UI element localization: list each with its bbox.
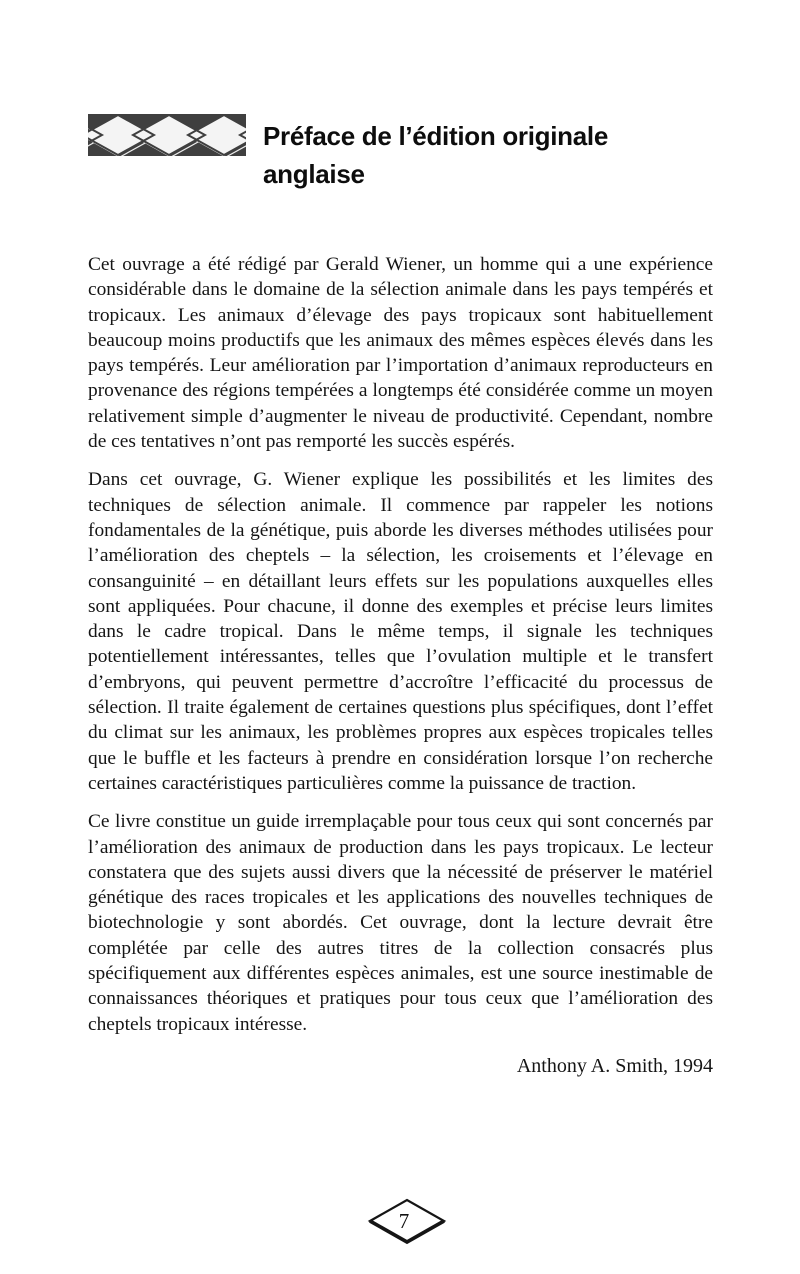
paragraph-1: Cet ouvrage a été rédigé par Gerald Wiener, un homme qui a une expérience considérable dans le domaine de la sélection animale dans les pays tempérés et tropicaux. Les animaux d’élevage des pays tropicaux sont habituellement beaucoup moins productifs que les animaux des mêmes espèces élevés dans les pays tempérés. Leur amélioration par l’importation d’animaux reproducteurs en provenance des régions tempérées a longtemps été considérée comme un moyen relativement simple d’augmenter le niveau de productivité. Cependant, nombre de ces tentatives n’ont pas remporté les succès espérés. <box>88 254 713 453</box>
page-number: 7 <box>398 1209 410 1233</box>
preface-body <box>88 252 713 1037</box>
paragraph-2: Dans cet ouvrage, G. Wiener explique les possibilités et les limites des techniques de sélection animale. Il commence par rappeler les notions fondamentales de la génétique, puis aborde les diverses méthodes utilisées pour l’amélioration des cheptels – la sélection, les croisements et l’élevage en consanguinité – en détaillant leurs effets sur les populations auxquelles elles sont appliquées. Pour chacune, il donne des exemples et précise leurs limites dans le cadre tropical. Dans le même temps, il signale les techniques potentiellement intéressantes, telles que l’ovulation multiple et le transfert d’embryons, qui peuvent permettre d’accroître l’efficacité du processus de sélection. Il traite également de certaines questions plus spécifiques, dont l’effet du climat sur les animaux, les problèmes propres aux espèces tropicales telles que le buffle et les facteurs à prendre en considération lorsque l’on recherche certaines caractéristiques particulières comme la puissance de traction. <box>88 469 713 794</box>
chapter-header <box>88 114 713 193</box>
page-title: Préface de l’édition originale anglaise <box>263 121 608 189</box>
page-number-ornament <box>366 1197 448 1245</box>
argyle-diamond-band-icon <box>88 114 246 156</box>
paragraph-3: Ce livre constitue un guide irremplaçable pour tous ceux qui sont concernés par l’amélioration des animaux de production dans les pays tropicaux. Le lecteur constatera que des sujets aussi divers que la nécessité de préserver le matériel génétique des races tropicales et les applications des nouvelles techniques de biotechnologie y sont abordés. Cet ouvrage, dont la lecture devrait être complétée par celle des autres titres de la collection consacrés plus spécifiquement aux différentes espèces animales, est une source inestimable de connaissances théoriques et pratiques pour tous ceux que l’amélioration des cheptels tropicaux intéresse. <box>88 811 713 1035</box>
page-content <box>88 0 713 1078</box>
signature: Anthony A. Smith, 1994 <box>516 1054 713 1077</box>
